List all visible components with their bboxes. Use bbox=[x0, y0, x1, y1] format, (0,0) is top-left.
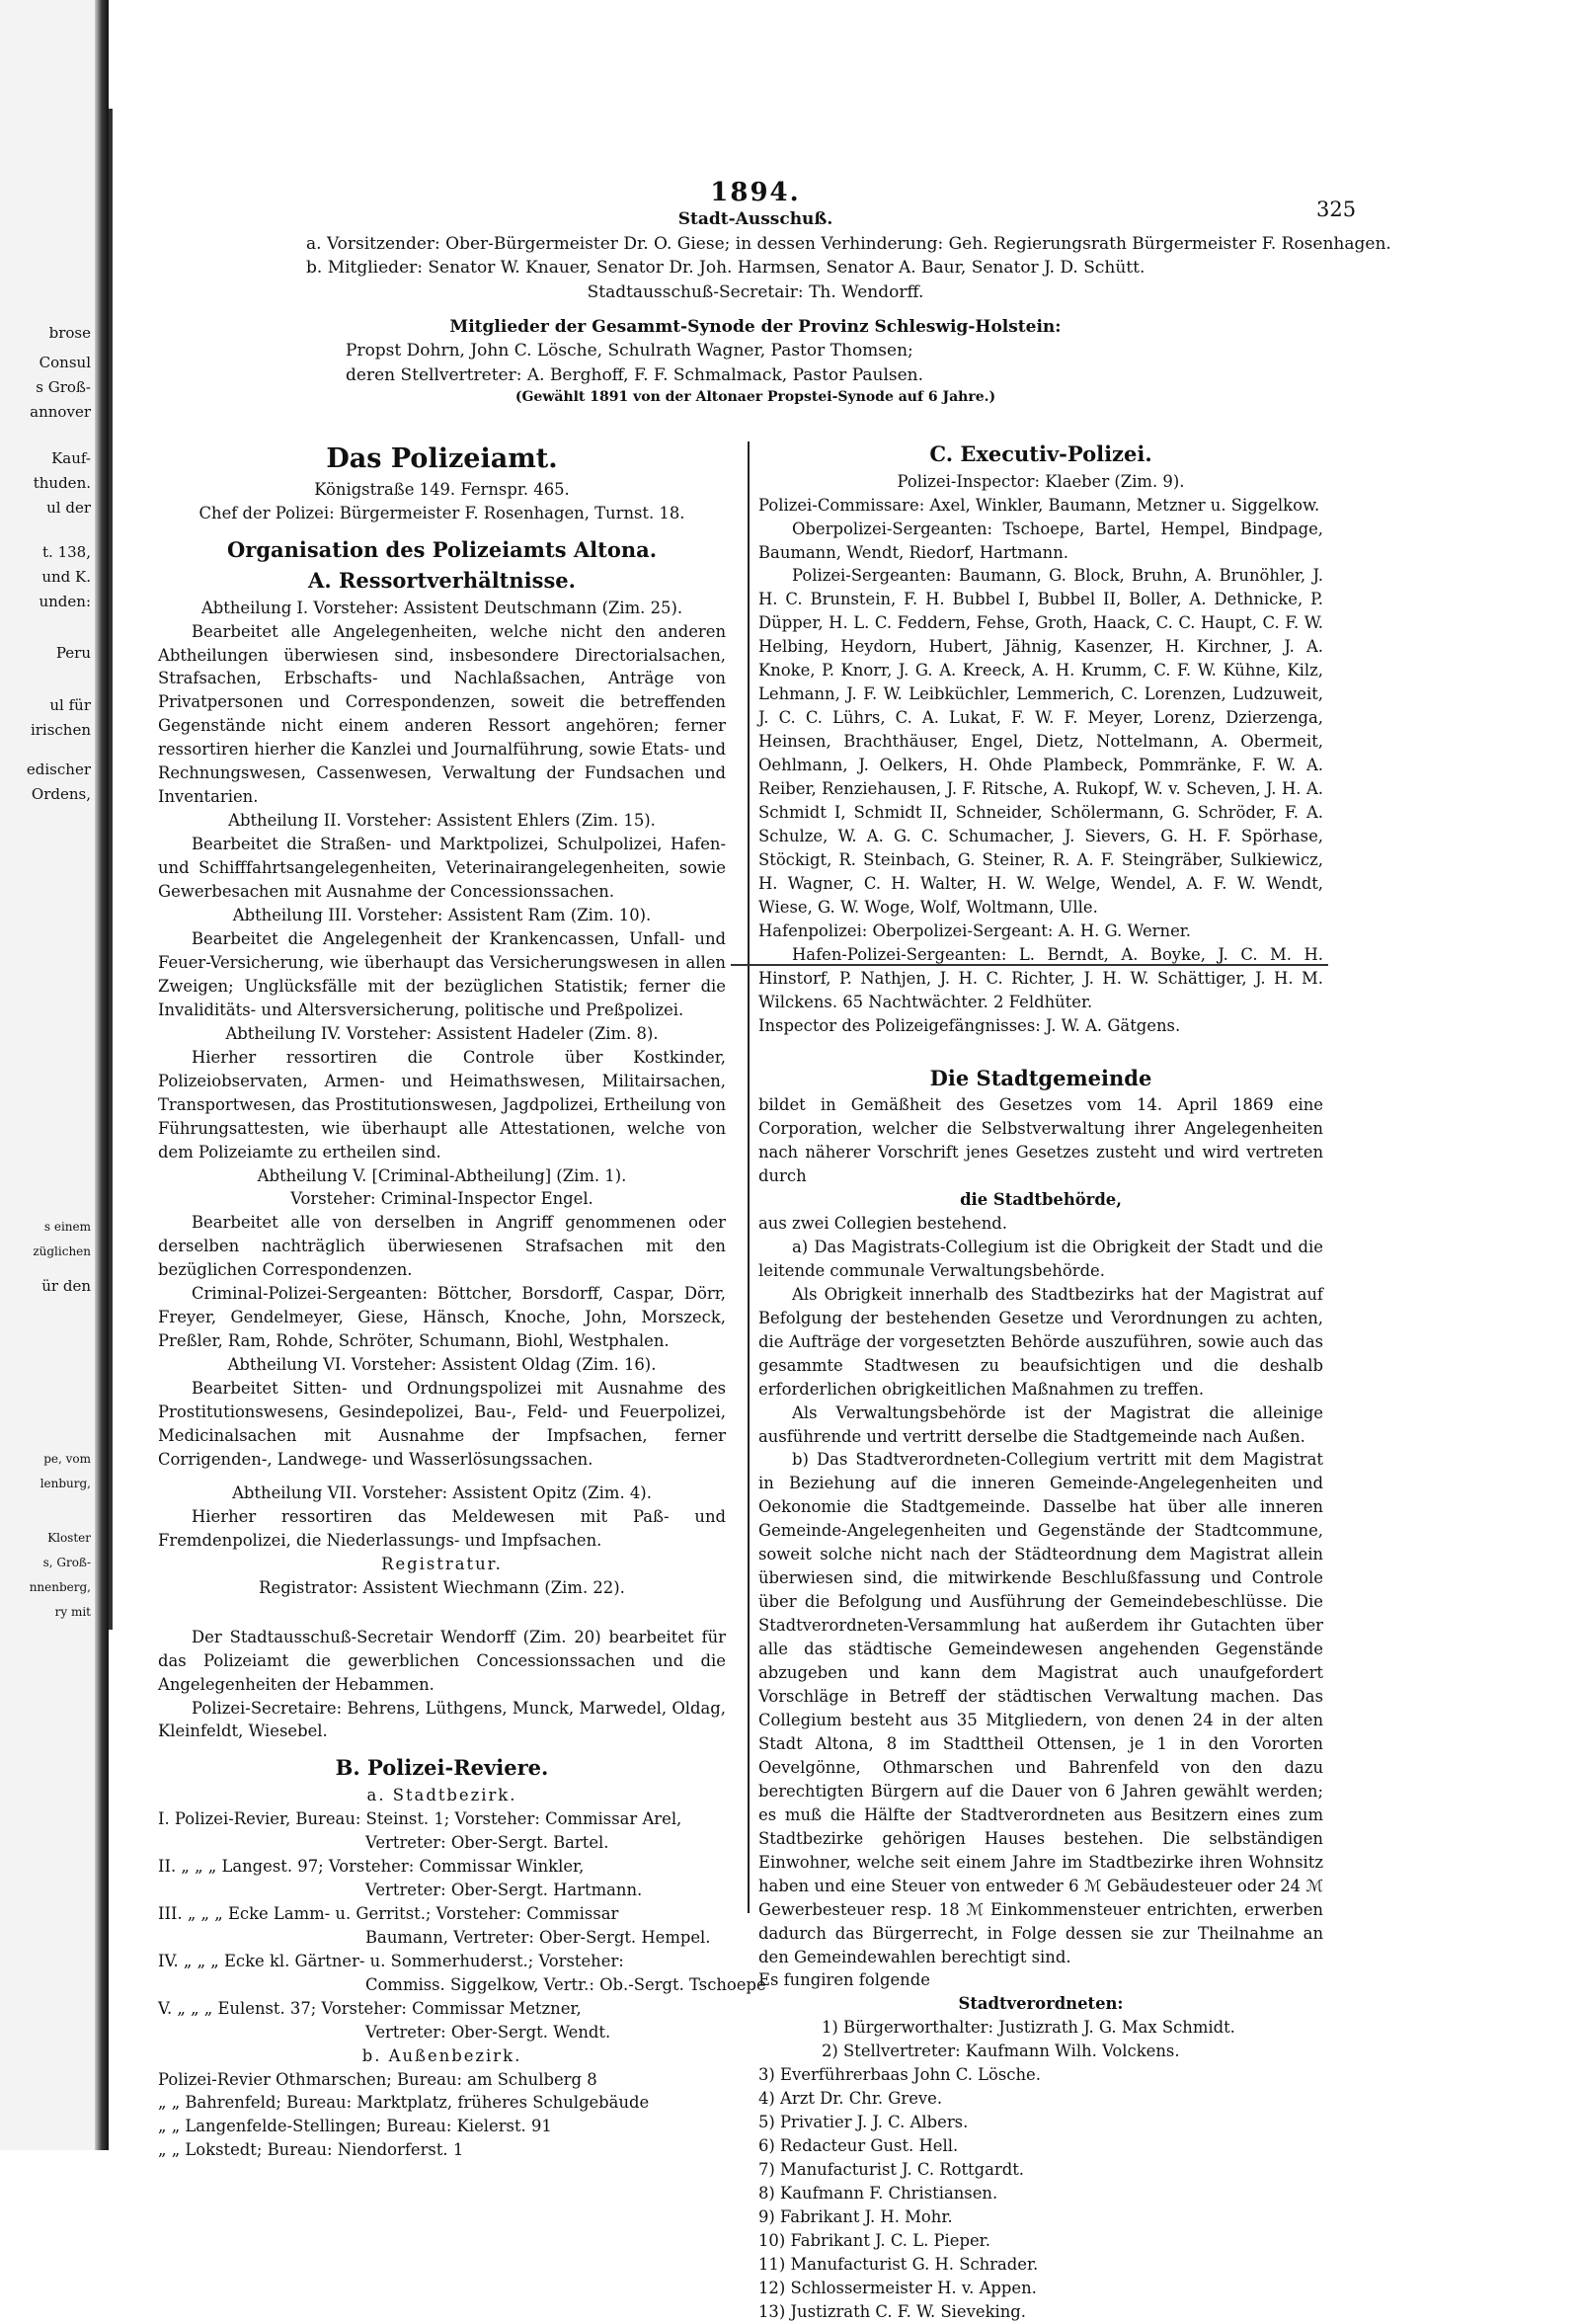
gutter-fragment: edischer bbox=[26, 761, 91, 778]
abt7-heading: Abtheilung VII. Vorsteher: Assistent Opitz (Zim. 4). bbox=[232, 1483, 652, 1502]
revier-line: Vertreter: Ober-Sergt. Hartmann. bbox=[365, 1880, 643, 1899]
gutter-fragment: lenburg, bbox=[40, 1477, 91, 1490]
abt2-heading: Abtheilung II. Vorsteher: Assistent Ehlers (Zim. 15). bbox=[228, 811, 656, 831]
stadtbezirk-heading: a. Stadtbezirk. bbox=[366, 1786, 517, 1805]
gutter-fragment: irischen bbox=[30, 721, 91, 739]
gutter-fragment: ul für bbox=[49, 696, 91, 714]
polizeiamt-chief: Chef der Polizei: Bürgermeister F. Rosenhagen, Turnst. 18. bbox=[198, 504, 685, 523]
wendorff-note: Der Stadtausschuß-Secretair Wendorff (Zim. 20) bearbeitet für das Polizeiamt die gewerblichen Concessionssachen und die Angelegenheiten der Hebammen. bbox=[158, 1627, 726, 1694]
aussenbezirk-line: „ „ Lokstedt; Bureau: Niendorferst. 1 bbox=[158, 2140, 464, 2160]
gutter-fragment: annover bbox=[30, 403, 91, 421]
magistrat-text: a) Das Magistrats-Collegium ist die Obrigkeit der Stadt und die leitende communale Verwaltungsbehörde. bbox=[758, 1237, 1323, 1280]
synode-heading: Mitglieder der Gesammt-Synode der Provinz Schleswig-Holstein: bbox=[449, 316, 1062, 337]
stadtverordneter-item: 5) Privatier J. J. C. Albers. bbox=[758, 2113, 969, 2132]
synode-deputies: deren Stellvertreter: A. Berghoff, F. F. Schmalmack, Pastor Paulsen. bbox=[346, 364, 924, 385]
synode-members: Propst Dohrn, John C. Lösche, Schulrath Wagner, Pastor Thomsen; bbox=[346, 341, 913, 361]
hafen-polizei-sergeanten: Hafen-Polizei-Sergeanten: L. Berndt, A. Boyke, J. C. M. H. Hinstorf, P. Nathjen, J. H. C. Richter, J. H. W. Schättiger, J. H. M. Wilckens. 65 Nachtwächter. 2 Feldhüter. bbox=[758, 944, 1323, 1011]
revier-line: Baumann, Vertreter: Ober-Sergt. Hempel. bbox=[365, 1927, 711, 1947]
revier-line: IV. „ „ „ Ecke kl. Gärtner- u. Sommerhuderst.; Vorsteher: bbox=[158, 1951, 624, 1970]
executiv-polizei-heading: C. Executiv-Polizei. bbox=[929, 441, 1152, 466]
stadtgemeinde-heading: Die Stadtgemeinde bbox=[929, 1065, 1152, 1090]
stadtgemeinde-text: bildet in Gemäßheit des Gesetzes vom 14. April 1869 eine Corporation, welcher die Selbstverwaltung ihrer Angelegenheiten nach näherer Vorschrift jenes Gesetzes zusteht und wird vertreten durch bbox=[758, 1095, 1323, 1186]
registrator: Registrator: Assistent Wiechmann (Zim. 22). bbox=[259, 1577, 625, 1597]
gefaengnis-inspector: Inspector des Polizeigefängnisses: J. W. A. Gätgens. bbox=[758, 1015, 1181, 1035]
abt5-heading: Abtheilung V. [Criminal-Abtheilung] (Zim. 1). bbox=[257, 1165, 627, 1185]
polizei-secretaire: Polizei-Secretaire: Behrens, Lüthgens, Munck, Marwedel, Oldag, Kleinfeldt, Wiesebel. bbox=[158, 1698, 726, 1741]
ausschuss-secretair: Stadtausschuß-Secretair: Th. Wendorff. bbox=[587, 281, 924, 302]
year-heading: 1894. bbox=[710, 178, 801, 207]
gutter-fragment: t. 138, bbox=[42, 543, 91, 561]
polizeiamt-address: Königstraße 149. Fernspr. 465. bbox=[314, 480, 570, 500]
gutter-fragment: und K. bbox=[41, 568, 91, 586]
section-a-heading: A. Ressortverhältnisse. bbox=[308, 567, 576, 593]
abt6-text: Bearbeitet Sitten- und Ordnungspolizei mit Ausnahme des Prostitutionswesens, Gesindepolizei, Bau-, Feld- und Feuerpolizei, Medicinalsachen mit Ausnahme der Impfsachen, ferner Corrigenden-, Landwege- und Wasserlösungssachen. bbox=[158, 1379, 726, 1469]
gutter-fragment: Consul bbox=[39, 354, 91, 371]
revier-list bbox=[158, 1807, 766, 2044]
stadtverordneten-list bbox=[758, 2063, 1323, 2323]
stadt-ausschuss-heading: Stadt-Ausschuß. bbox=[677, 209, 833, 229]
gutter-fragment: unden: bbox=[39, 593, 91, 610]
abt5-subheading: Vorsteher: Criminal-Inspector Engel. bbox=[290, 1189, 593, 1209]
revier-line: III. „ „ „ Ecke Lamm- u. Gerritst.; Vorsteher: Commissar bbox=[158, 1903, 619, 1923]
stadtverordneter-item: 3) Everführerbaas John C. Lösche. bbox=[758, 2065, 1041, 2085]
synode-note: (Gewählt 1891 von der Altonaer Propstei-Synode auf 6 Jahre.) bbox=[514, 389, 996, 406]
abt7-text: Hierher ressortiren das Meldewesen mit Paß- und Fremdenpolizei, die Niederlassungs- und Impfsachen. bbox=[158, 1506, 726, 1550]
abt3-heading: Abtheilung III. Vorsteher: Assistent Ram (Zim. 10). bbox=[232, 906, 652, 925]
stadtverordneter-item: 6) Redacteur Gust. Hell. bbox=[758, 2136, 959, 2156]
polizei-sergeanten: Polizei-Sergeanten: Baumann, G. Block, Bruhn, A. Brunöhler, J. H. C. Brunstein, F. H. Bubbel I, Bubbel II, Boller, A. Dethnicke, P. Düpper, H. L. C. Feddern, Fehse, Groth, Haack, C. C. Haupt, C. F. W. Helbing, Heydorn, Hubert, Jähnig, Kasenzer, H. Kirchner, J. A. Knoke, P. Knorr, J. G. A. Kreeck, A. H. Krumm, C. F. W. Kühne, Kilz, Lehmann, J. F. W. Leibküchler, Lemmerich, C. Lorenzen, Ludzuweit, J. C. C. Lührs, C. A. Lukat, F. W. F. Meyer, Lorenz, Dzierzenga, Heinsen, Brachthäuser, Engel, Dietz, Nottelmann, A. Obermeit, Oehlmann, J. Oelkers, H. Ohde Plambeck, Pommränke, F. W. A. Reiber, Renziehausen, J. F. Ritsche, A. Rukopf, W. v. Scheven, J. H. A. Schmidt I, Schmidt II, Schneider, Schölermann, G. Schröder, F. A. Schulze, W. A. G. C. Schumacher, J. Sievers, G. H. F. Spörhase, Stöckigt, R. Steinbach, G. Steiner, R. A. F. Steingräber, Sulkiewicz, H. Wagner, C. H. Walter, H. W. Welge, Wendel, A. F. W. Wendt, Wiese, G. W. Woge, Wolf, Woltmann, Ulle. bbox=[758, 566, 1323, 917]
stadtverordneten-text: b) Das Stadtverordneten-Collegium vertritt mit dem Magistrat in Beziehung auf die inneren Gemeinde-Angelegenheiten und Oekonomie die Stadtgemeinde. Dasselbe hat über alle inneren Gemeinde-Angelegenheiten und Gegenstände der Stadtcommune, soweit solche nicht nach der Städteordnung dem Magistrat allein überwiesen sind, die mitwirkende Beschlußfassung und Controle über die Befolgung und Ausführung der Gemeindebeschlüsse. Die Stadtverordneten-Versammlung hat außerdem ihr Gutachten über alle das städtische Gemeindewesen angehenden Gegenstände abzugeben und kann dem Magistrat auch unaufgefordert Vorschläge in Betreff der städtischen Verwaltung machen. Das Collegium besteht aus 35 Mitgliedern, von denen 24 in der alten Stadt Altona, 8 im Stadttheil Ottensen, je 1 in den Vororten Oevelgönne, Othmarschen und Bahrenfeld von den dazu berechtigten Bürgern auf die Dauer von 6 Jahren gewählt werden; es muß die Hälfte der Stadtverordneten aus Besitzern eines zum Stadtbezirke gehörigen Hauses bestehen. Die selbständigen Einwohner, welche seit einem Jahre im Stadtbezirke ihren Wohnsitz haben und eine Steuer von entweder 6 ℳ Gebäudesteuer oder 24 ℳ Gewerbesteuer resp. 18 ℳ Einkommensteuer entrichten, erwerben dadurch das Bürgerrecht, in Folge dessen sie zur Theilnahme an den Gemeindewahlen berechtigt sind. bbox=[758, 1450, 1323, 1966]
obrigkeit-text: Als Obrigkeit innerhalb des Stadtbezirks hat der Magistrat auf Befolgung der bestehenden Gesetze und Verordnungen zu achten, die Aufträge der vorgesetzten Behörde auszuführen, sowie auch das gesammte Stadtwesen zu beaufsichtigen und die deshalb erforderlichen obrigkeitlichen Maßnahmen zu treffen. bbox=[758, 1284, 1323, 1399]
collegien-line: aus zwei Collegien bestehend. bbox=[758, 1213, 1007, 1233]
abt3-text: Bearbeitet die Angelegenheit der Krankencassen, Unfall- und Feuer-Versicherung, wie überhaupt das Versicherungswesen in allen Zweigen; Unglücksfälle mit der bezüglichen Statistik; ferner die Invaliditäts- und Altersversicherung, politische und Preßpolizei. bbox=[158, 928, 726, 1019]
verwaltung-text: Als Verwaltungsbehörde ist der Magistrat die alleinige ausführende und vertritt derselbe die Stadtgemeinde nach Außen. bbox=[758, 1402, 1323, 1446]
abt4-text: Hierher ressortiren die Controle über Kostkinder, Polizeiobservaten, Armen- und Heimathswesen, Militairsachen, Transportwesen, das Prostitutionswesen, Jagdpolizei, Ertheilung von Führungsattesten, wie überhaupt alle Attestationen, welche von dem Polizeiamte zu ertheilen sind. bbox=[158, 1047, 726, 1162]
organisation-heading: Organisation des Polizeiamts Altona. bbox=[226, 537, 658, 563]
right-column bbox=[758, 440, 1323, 2324]
stadtverordneter-item: 8) Kaufmann F. Christiansen. bbox=[758, 2184, 998, 2204]
gutter-fragment: s einem bbox=[43, 1220, 91, 1234]
abt5-text: Bearbeitet alle von derselben in Angriff genommenen oder derselben nachträglich überwiesenen Strafsachen mit den bezüglichen Correspondenzen. bbox=[158, 1213, 726, 1280]
abt2-text: Bearbeitet die Straßen- und Marktpolizei, Schulpolizei, Hafen- und Schifffahrtsangelegenheiten, Veterinairangelegenheiten, sowie Gewerbesachen mit Ausnahme der Concessionssachen. bbox=[158, 835, 726, 902]
abt5-sergeants: Criminal-Polizei-Sergeanten: Böttcher, Borsdorff, Caspar, Dörr, Freyer, Gendelmeyer, Giese, Hänsch, Knoche, John, Morszeck, Preßler, Ram, Rohde, Schröter, Schumann, Biohl, Westphalen. bbox=[158, 1284, 726, 1351]
polizeiamt-title: Das Polizeiamt. bbox=[326, 443, 558, 474]
abt1-text: Bearbeitet alle Angelegenheiten, welche nicht den anderen Abtheilungen überwiesen sind, insbesondere Directorialsachen, Strafsachen, Erbschafts- und Nachlaßsachen, Anträge von Privatpersonen und Correspondenzen, soweit die betreffenden Gegenstände nicht einem anderen Ressort angehören; ferner ressortiren hierher die Kanzlei und Journalführung, sowie Etats- und Rechnungswesen, Cassenwesen, Verwaltung der Fundsachen und Inventarien. bbox=[158, 621, 726, 807]
revier-line: Vertreter: Ober-Sergt. Bartel. bbox=[365, 1832, 609, 1852]
revier-line: I. Polizei-Revier, Bureau: Steinst. 1; Vorsteher: Commissar Arel, bbox=[158, 1809, 682, 1829]
abt6-heading: Abtheilung VI. Vorsteher: Assistent Oldag (Zim. 16). bbox=[227, 1355, 657, 1375]
gutter-fragment: Ordens, bbox=[31, 785, 91, 803]
page-number: 325 bbox=[1316, 198, 1357, 221]
abt4-heading: Abtheilung IV. Vorsteher: Assistent Hadeler (Zim. 8). bbox=[225, 1023, 659, 1043]
gutter-fragment: brose bbox=[48, 324, 91, 342]
abt1-heading: Abtheilung I. Vorsteher: Assistent Deutschmann (Zim. 25). bbox=[200, 598, 683, 617]
polizei-commissare: Polizei-Commissare: Axel, Winkler, Baumann, Metzner u. Siggelkow. bbox=[758, 495, 1320, 515]
gutter-fragment: züglichen bbox=[33, 1244, 91, 1258]
stadtbehoerde-heading: die Stadtbehörde, bbox=[960, 1190, 1122, 1209]
gutter-fragment: Kauf- bbox=[51, 449, 91, 467]
ausschuss-chair: a. Vorsitzender: Ober-Bürgermeister Dr. O. Giese; in dessen Verhinderung: Geh. Regierungsrath Bürgermeister F. Rosenhagen. bbox=[306, 233, 1391, 254]
aussenbezirk-line: „ „ Bahrenfeld; Bureau: Marktplatz, früheres Schulgebäude bbox=[158, 2093, 650, 2113]
stellvertreter: 2) Stellvertreter: Kaufmann Wilh. Volckens. bbox=[822, 2042, 1180, 2061]
column-divider bbox=[748, 441, 750, 1913]
book-spine-shadow bbox=[95, 0, 109, 2150]
aussenbezirk-heading: b. Außenbezirk. bbox=[361, 2045, 522, 2065]
stadtverordneter-item: 10) Fabrikant J. C. L. Pieper. bbox=[758, 2230, 990, 2250]
gutter-fragment: pe, vom bbox=[43, 1452, 91, 1466]
stadtverordneten-heading: Stadtverordneten: bbox=[958, 1994, 1124, 2014]
gutter-fragment: s, Groß- bbox=[42, 1556, 91, 1569]
gutter-fragment: ry mit bbox=[54, 1605, 91, 1619]
stadtverordneter-item: 12) Schlossermeister H. v. Appen. bbox=[758, 2278, 1037, 2297]
revier-line: V. „ „ „ Eulenst. 37; Vorsteher: Commissar Metzner, bbox=[158, 1998, 582, 2018]
revier-line: Vertreter: Ober-Sergt. Wendt. bbox=[365, 2022, 611, 2042]
registratur-heading: Registratur. bbox=[381, 1554, 503, 1573]
left-column bbox=[158, 440, 766, 2162]
aussenbezirk-list bbox=[158, 2068, 726, 2163]
stadtverordneter-item: 13) Justizrath C. F. W. Sieveking. bbox=[758, 2301, 1027, 2321]
polizei-inspector: Polizei-Inspector: Klaeber (Zim. 9). bbox=[897, 471, 1185, 491]
gutter-fragment: nnenberg, bbox=[29, 1580, 91, 1594]
gutter-fragment: Kloster bbox=[47, 1531, 91, 1545]
stadtverordneter-item: 9) Fabrikant J. H. Mohr. bbox=[758, 2206, 953, 2226]
page-border-line bbox=[109, 109, 113, 1630]
gutter-fragment: ul der bbox=[46, 499, 91, 517]
stadtverordneter-item: 7) Manufacturist J. C. Rottgardt. bbox=[758, 2160, 1025, 2180]
gutter-fragment: s Groß- bbox=[36, 378, 91, 396]
gutter-fragment: thuden. bbox=[33, 474, 91, 492]
section-b-heading: B. Polizei-Reviere. bbox=[335, 1755, 549, 1781]
fungieren-line: Es fungiren folgende bbox=[758, 1970, 930, 1990]
aussenbezirk-line: „ „ Langenfelde-Stellingen; Bureau: Kielerst. 91 bbox=[158, 2117, 552, 2136]
hafenpolizei: Hafenpolizei: Oberpolizei-Sergeant: A. H. G. Werner. bbox=[758, 921, 1192, 940]
aussenbezirk-line: Polizei-Revier Othmarschen; Bureau: am Schulberg 8 bbox=[158, 2069, 597, 2089]
stadtverordneter-item: 11) Manufacturist G. H. Schrader. bbox=[758, 2254, 1039, 2274]
oberpolizei-sergeanten: Oberpolizei-Sergeanten: Tschoepe, Bartel, Hempel, Bindpage, Baumann, Wendt, Riedorf, Hartmann. bbox=[758, 519, 1323, 562]
revier-line: II. „ „ „ Langest. 97; Vorsteher: Commissar Winkler, bbox=[158, 1856, 585, 1876]
gutter-fragment: Peru bbox=[55, 644, 91, 662]
left-page-gutter bbox=[0, 0, 109, 2150]
revier-line: Commiss. Siggelkow, Vertr.: Ob.-Sergt. Tschoepe bbox=[365, 1974, 766, 1994]
ausschuss-members: b. Mitglieder: Senator W. Knauer, Senator Dr. Joh. Harmsen, Senator A. Baur, Senator J. D. Schütt. bbox=[306, 258, 1146, 279]
gutter-fragment: ür den bbox=[41, 1277, 91, 1295]
stadtverordneter-item: 4) Arzt Dr. Chr. Greve. bbox=[758, 2089, 943, 2109]
buergerworthalter: 1) Bürgerworthalter: Justizrath J. G. Max Schmidt. bbox=[822, 2018, 1235, 2038]
